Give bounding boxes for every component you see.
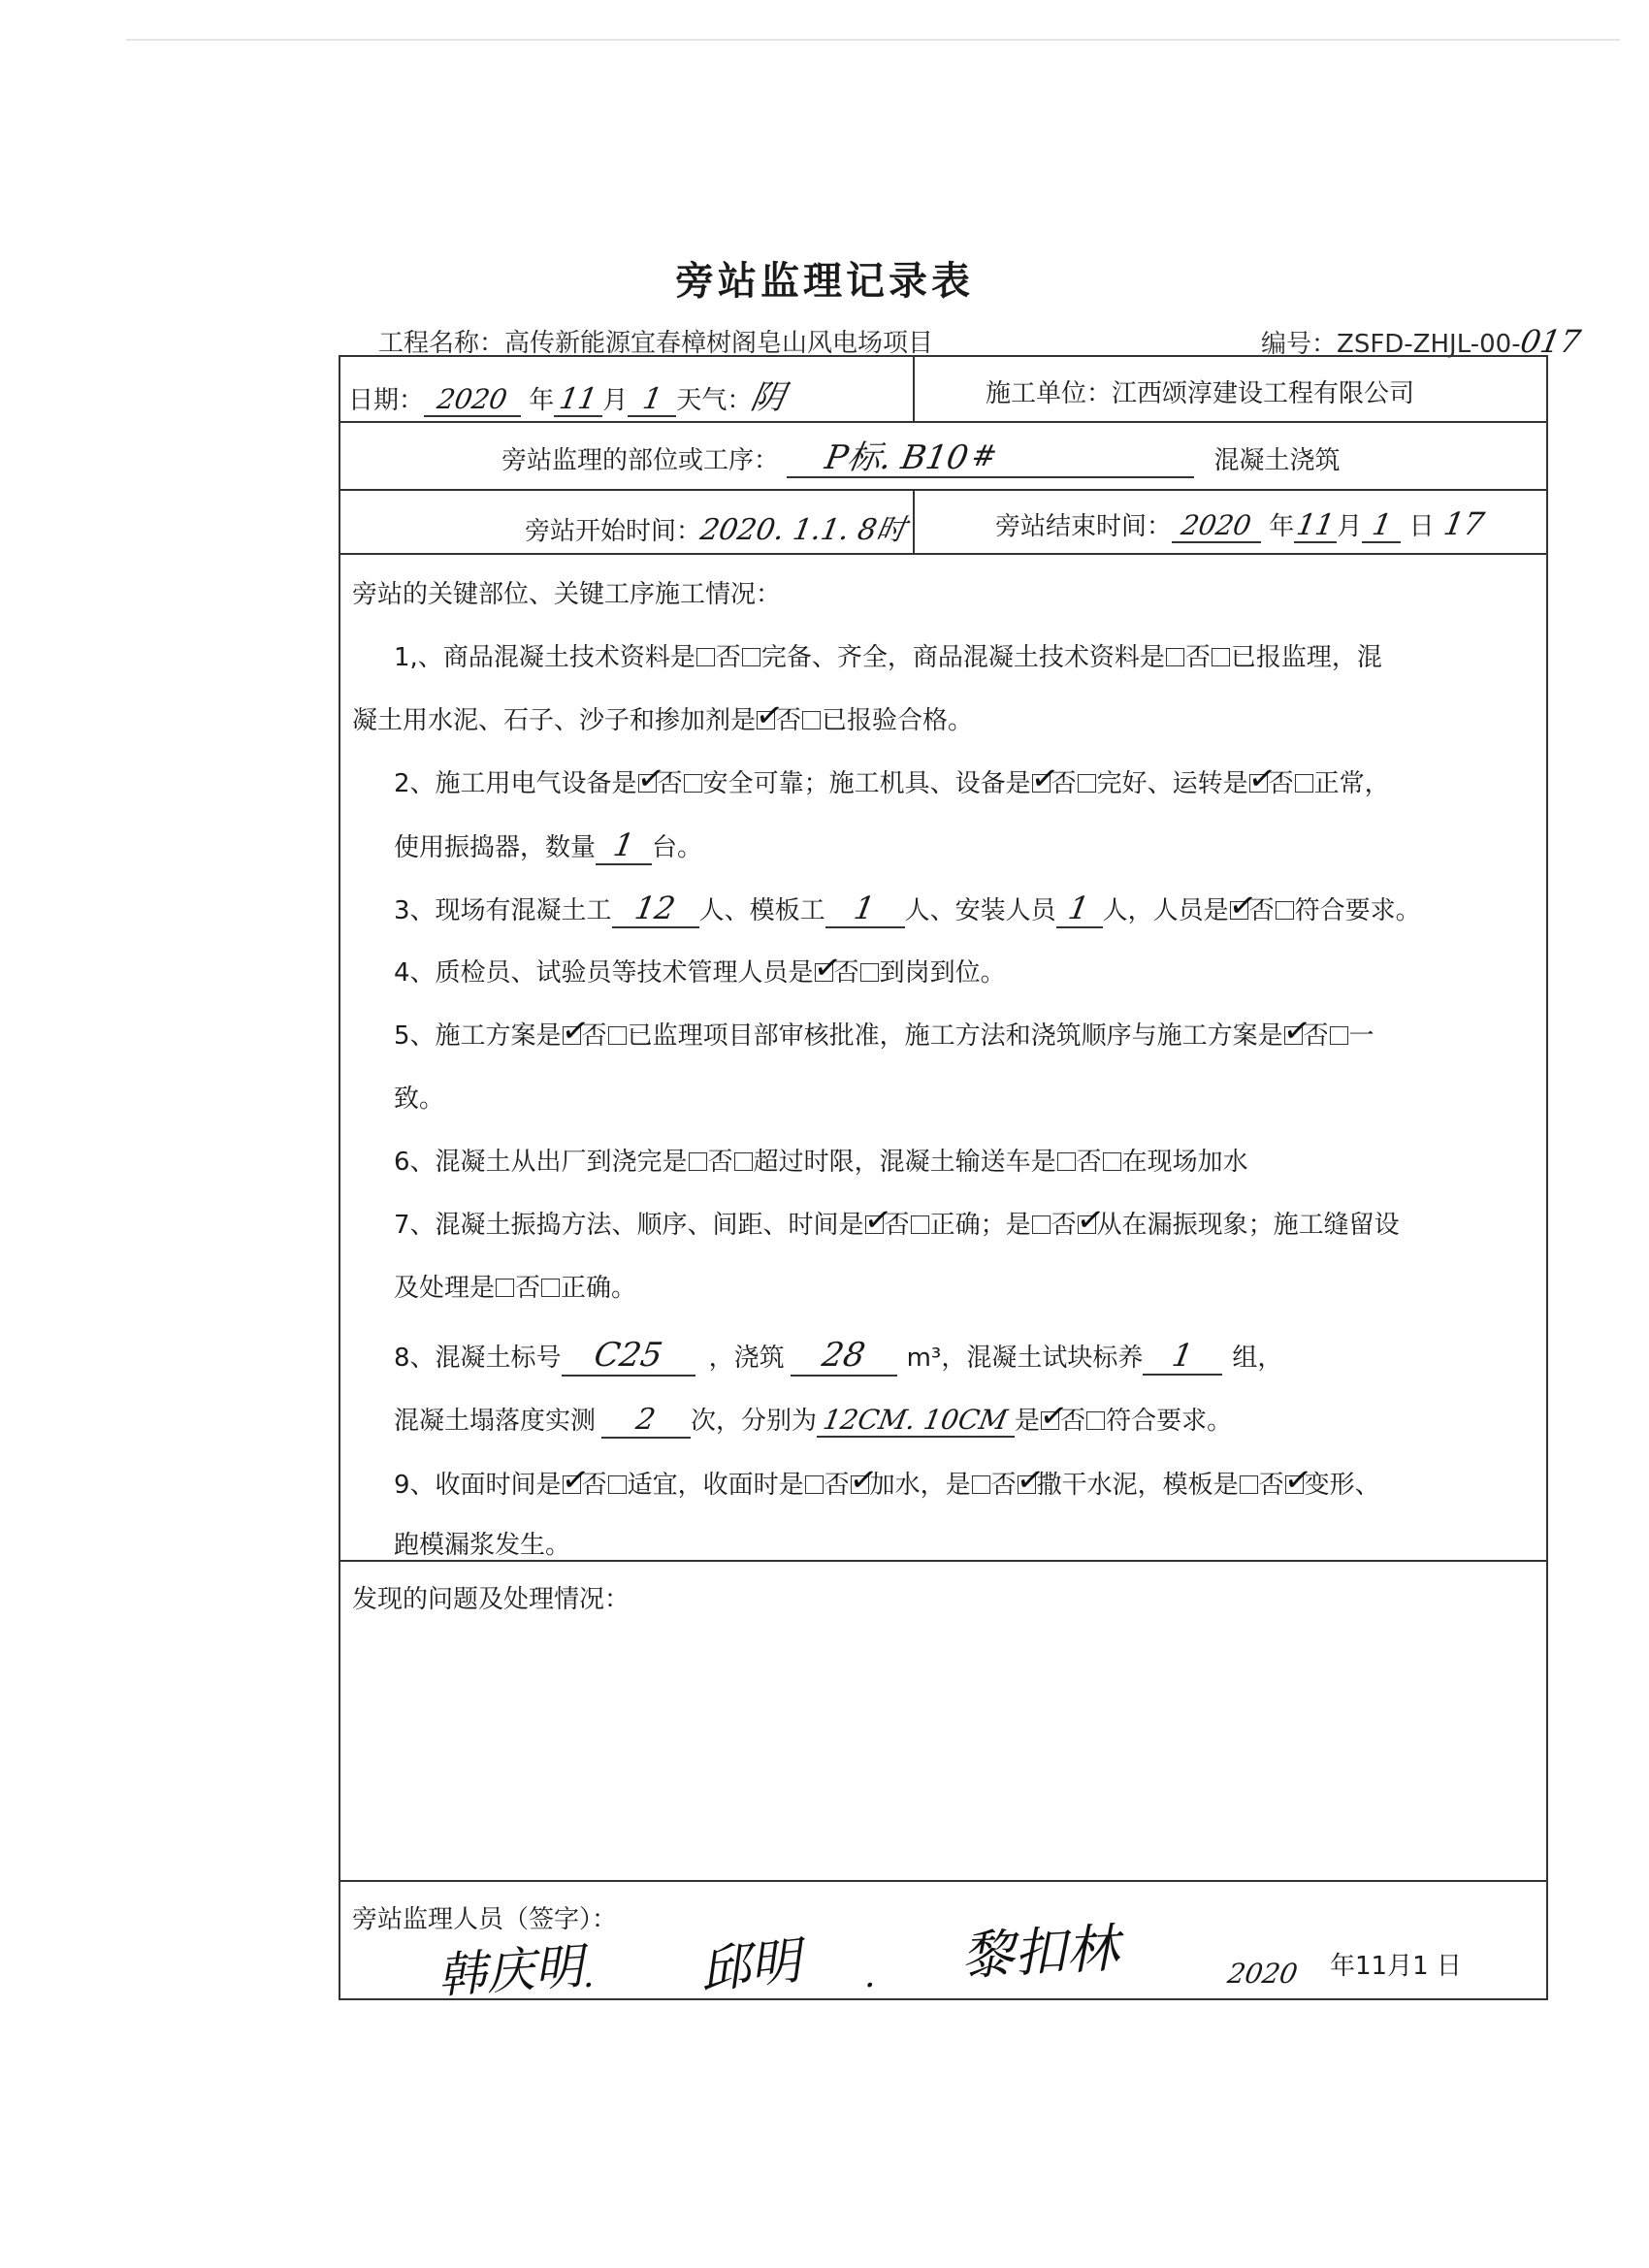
item-6-line <box>394 1142 1248 1178</box>
item-1-line-2 <box>352 700 973 736</box>
item-7-line-1 <box>394 1205 1400 1241</box>
checkbox-yes[interactable] <box>696 648 715 666</box>
item-4-no: 否 <box>833 958 859 988</box>
item-9-num: 9、 <box>394 1471 436 1500</box>
item-7-text-b: 正确；是 <box>929 1211 1031 1240</box>
checkbox-no[interactable] <box>1078 774 1096 793</box>
item-8-text-c: m³，混凝土试块标养 <box>906 1344 1144 1373</box>
item-3-line <box>394 890 1421 928</box>
item-4-num: 4、 <box>394 958 436 988</box>
slump-test-times: 2 <box>633 1403 659 1437</box>
test-block-groups: 1 <box>1169 1337 1196 1374</box>
item-2-text-b: 安全可靠；施工机具、设备是 <box>702 769 1031 798</box>
item-3-text-a: 现场有混凝土工 <box>435 896 612 925</box>
item-1-no-c: 否 <box>776 706 802 735</box>
checkbox-yes[interactable] <box>1166 648 1184 666</box>
pour-volume: 28 <box>819 1336 868 1375</box>
item-8-text-g: 是 <box>1015 1407 1041 1436</box>
situation-heading: 旁站的关键部位、关键工序施工情况： <box>352 580 782 609</box>
item-6-text-c: 在现场加水 <box>1121 1148 1248 1177</box>
item-7-no-a: 否 <box>884 1211 910 1240</box>
item-3-text-d: 人，人员是 <box>1102 896 1229 925</box>
checkbox-yes-checked[interactable] <box>1041 1411 1059 1430</box>
item-8-num: 8、 <box>394 1344 436 1373</box>
item-3-text-c: 人、安装人员 <box>904 896 1056 925</box>
checkbox-yes-checked[interactable] <box>638 774 657 793</box>
end-day: 1 <box>1369 508 1394 542</box>
item-2-no-a: 否 <box>657 769 683 798</box>
checkbox-no[interactable] <box>1295 774 1313 793</box>
date-month: 11 <box>557 382 600 416</box>
checkbox-yes[interactable] <box>805 1475 824 1494</box>
date-year: 2020 <box>435 383 510 415</box>
part-value: P标. B10 <box>822 438 972 477</box>
item-6-no-b: 否 <box>1076 1148 1102 1177</box>
item-1-text-d: 凝土用水泥、石子、沙子和掺加剂是 <box>352 706 757 735</box>
row-time <box>340 491 1546 555</box>
end-month: 11 <box>1294 508 1338 542</box>
record-form <box>339 355 1548 2005</box>
signature-date: 年11月1 日 <box>1330 1952 1462 1981</box>
checkbox-yes[interactable] <box>972 1475 990 1494</box>
project-label: 工程名称： <box>378 329 505 358</box>
checkbox-no[interactable] <box>1103 1152 1121 1171</box>
row-date <box>340 357 1546 423</box>
end-cell <box>995 505 1487 543</box>
item-9-text-b: 适宜，收面时是 <box>627 1471 804 1500</box>
item-2-no-b: 否 <box>1051 769 1077 798</box>
date-label: 日期： <box>348 386 425 415</box>
end-year: 2020 <box>1179 509 1254 541</box>
problems-heading: 发现的问题及处理情况： <box>352 1585 630 1614</box>
item-5-no-b: 否 <box>1303 1021 1329 1051</box>
item-4-line <box>394 953 1006 988</box>
part-suffix: 混凝土浇筑 <box>1213 446 1341 475</box>
contractor-cell <box>986 373 1414 409</box>
item-2-text-e: 使用振捣器，数量 <box>394 833 597 862</box>
item-9-no-a: 否 <box>581 1471 607 1500</box>
concrete-grade: C25 <box>591 1336 665 1375</box>
checkbox-no-checked[interactable] <box>1078 1215 1096 1234</box>
start-value: 2020. 1.1. 8时 <box>697 513 909 547</box>
item-9-no-b: 否 <box>824 1471 850 1500</box>
concrete-workers: 12 <box>631 890 679 926</box>
item-3-num: 3、 <box>394 896 436 925</box>
item-6-num: 6、 <box>394 1148 436 1177</box>
item-5-text-c: 一 <box>1348 1021 1374 1051</box>
signature-year: 2020 <box>1225 1958 1301 1990</box>
row-time-divider <box>913 491 915 553</box>
item-8-text-f: 次，分别为 <box>691 1407 818 1436</box>
signature-separator-1: . <box>583 1956 595 1995</box>
item-3-no: 否 <box>1248 896 1275 925</box>
year-unit: 年 <box>529 386 555 415</box>
part-cell <box>501 440 1341 478</box>
signature-separator-2: . <box>864 1956 876 1995</box>
section-problems <box>340 1562 1546 1882</box>
item-1-text-e: 已报验合格。 <box>822 706 974 735</box>
item-6-no-a: 否 <box>707 1148 733 1177</box>
checkbox-no[interactable] <box>734 1152 753 1171</box>
item-9-line-2 <box>394 1525 570 1561</box>
checkbox-yes[interactable] <box>496 1279 514 1297</box>
checkbox-yes-checked[interactable] <box>1284 1026 1303 1045</box>
checkbox-no[interactable] <box>1330 1026 1348 1045</box>
item-4-text-a: 质检员、试验员等技术管理人员是 <box>435 958 814 988</box>
item-7-num: 7、 <box>394 1211 436 1240</box>
row-date-divider <box>913 357 915 421</box>
end-month-unit: 月 <box>1337 512 1363 541</box>
date-day: 1 <box>639 382 664 416</box>
section-signatures <box>340 1882 1546 2005</box>
item-2-line-2 <box>394 826 702 865</box>
checkbox-yes-checked[interactable] <box>757 711 775 729</box>
checkbox-yes-checked[interactable] <box>563 1475 581 1494</box>
item-2-text-a: 施工用电气设备是 <box>435 769 637 798</box>
item-9-text-c: 加水，是 <box>869 1471 971 1500</box>
item-7-no-c: 否 <box>515 1274 541 1303</box>
weather-label: 天气： <box>676 386 753 415</box>
checkbox-no[interactable] <box>802 711 821 729</box>
item-1-no-a: 否 <box>715 643 741 672</box>
scan-edge <box>126 39 1620 41</box>
item-3-text-b: 人、模板工 <box>698 896 825 925</box>
checkbox-no[interactable] <box>608 1026 627 1045</box>
checkbox-no[interactable] <box>742 648 760 666</box>
formwork-workers: 1 <box>852 890 879 926</box>
signature-3: 黎扣林 <box>959 1917 1120 1988</box>
item-1-text-a: 商品混凝土技术资料是 <box>442 643 695 672</box>
item-9-text-d: 撒干水泥，模板是 <box>1036 1471 1239 1500</box>
part-label: 旁站监理的部位或工序： <box>501 446 780 475</box>
item-8-line-1 <box>394 1336 1282 1377</box>
slump-values: 12CM. 10CM <box>821 1404 1011 1436</box>
checkbox-yes-checked[interactable] <box>1230 901 1248 920</box>
code-label: 编号： <box>1261 330 1338 359</box>
item-2-line-1 <box>394 763 1390 799</box>
item-5-line-2 <box>394 1079 444 1115</box>
item-6-text-a: 混凝土从出厂到浇完是 <box>435 1148 688 1177</box>
item-7-text-a: 混凝土振捣方法、顺序、间距、时间是 <box>435 1211 864 1240</box>
checkbox-yes[interactable] <box>1057 1152 1076 1171</box>
item-5-no-a: 否 <box>581 1021 607 1051</box>
item-7-no-b: 否 <box>1051 1211 1077 1240</box>
form-title: 旁站监理记录表 <box>675 258 974 304</box>
month-unit: 月 <box>602 386 629 415</box>
item-6-text-b: 超过时限，混凝土输送车是 <box>753 1148 1056 1177</box>
checkbox-no[interactable] <box>1086 1411 1105 1430</box>
item-5-text-d: 致。 <box>394 1085 445 1114</box>
item-1-no-b: 否 <box>1184 643 1211 672</box>
code-handwritten: 017 <box>1517 323 1584 360</box>
checkbox-no[interactable] <box>684 774 702 793</box>
item-1-num: 1,、 <box>394 643 443 672</box>
checkbox-no[interactable] <box>541 1279 560 1297</box>
item-3-text-e: 符合要求。 <box>1294 896 1421 925</box>
weather-value: 阴 <box>748 378 789 417</box>
contractor-label: 施工单位： <box>986 379 1113 408</box>
item-2-text-c: 完好、运转是 <box>1096 769 1248 798</box>
end-day-unit: 日 <box>1408 512 1435 541</box>
signature-1: 韩庆明 <box>436 1937 586 2005</box>
checkbox-no[interactable] <box>1212 648 1230 666</box>
checkbox-no-checked[interactable] <box>851 1475 869 1494</box>
item-5-line-1 <box>394 1016 1374 1052</box>
end-year-unit: 年 <box>1269 512 1295 541</box>
start-label: 旁站开始时间： <box>525 517 702 546</box>
signature-heading: 旁站监理人员（签字）： <box>352 1905 618 1934</box>
item-8-text-e: 混凝土塌落度实测 <box>394 1407 597 1436</box>
item-7-text-d: 及处理是 <box>394 1274 496 1303</box>
item-8-text-a: 混凝土标号 <box>435 1344 562 1373</box>
checkbox-no[interactable] <box>911 1215 929 1234</box>
row-part <box>340 423 1546 491</box>
item-7-line-2 <box>394 1268 636 1304</box>
part-mark: # <box>968 439 1000 473</box>
section-situation <box>340 555 1546 1562</box>
code-printed: ZSFD-ZHJL-00- <box>1337 330 1521 359</box>
item-7-text-e: 正确。 <box>561 1274 637 1303</box>
item-2-text-d: 正常， <box>1313 769 1390 798</box>
end-label: 旁站结束时间： <box>995 512 1173 541</box>
end-hour: 17 <box>1440 505 1487 542</box>
item-9-text-f: 跑模漏浆发生。 <box>394 1531 571 1560</box>
checkbox-yes-checked[interactable] <box>1032 774 1051 793</box>
item-8-no: 否 <box>1060 1407 1086 1436</box>
item-2-text-f: 台。 <box>652 833 703 862</box>
checkbox-yes-checked[interactable] <box>815 963 833 982</box>
item-9-text-e: 变形、 <box>1304 1471 1380 1500</box>
item-2-no-c: 否 <box>1268 769 1294 798</box>
item-1-text-b: 完备、齐全，商品混凝土技术资料是 <box>760 643 1165 672</box>
checkbox-yes[interactable] <box>1032 1215 1051 1234</box>
item-2-num: 2、 <box>394 769 436 798</box>
item-8-text-h: 符合要求。 <box>1106 1407 1233 1436</box>
date-cell <box>348 371 789 418</box>
checkbox-no[interactable] <box>860 963 879 982</box>
checkbox-no[interactable] <box>608 1475 627 1494</box>
item-9-text-a: 收面时间是 <box>435 1471 562 1500</box>
item-5-text-a: 施工方案是 <box>435 1021 562 1051</box>
item-8-text-b: ，浇筑 <box>708 1344 785 1373</box>
item-9-line-1 <box>394 1465 1380 1501</box>
contractor-name: 江西颂淳建设工程有限公司 <box>1112 379 1415 408</box>
item-5-text-b: 已监理项目部审核批准，施工方法和浇筑顺序与施工方案是 <box>627 1021 1283 1051</box>
signature-2: 邱明 <box>696 1931 804 2001</box>
checkbox-no[interactable] <box>1276 901 1294 920</box>
checkbox-no-checked[interactable] <box>1018 1475 1036 1494</box>
item-8-text-d: 组， <box>1232 1344 1283 1373</box>
checkbox-yes[interactable] <box>689 1152 707 1171</box>
item-4-text-b: 到岗到位。 <box>879 958 1006 988</box>
checkbox-no-checked[interactable] <box>1285 1475 1304 1494</box>
checkbox-yes-checked[interactable] <box>1249 774 1268 793</box>
checkbox-yes[interactable] <box>1240 1475 1258 1494</box>
item-9-no-c: 否 <box>990 1471 1017 1500</box>
checkbox-yes-checked[interactable] <box>865 1215 884 1234</box>
project-line <box>378 323 933 359</box>
item-1-text-c: 已报监理，混 <box>1230 643 1382 672</box>
start-cell <box>525 505 909 548</box>
item-7-text-c: 从在漏振现象；施工缝留设 <box>1096 1211 1400 1240</box>
item-5-num: 5、 <box>394 1021 436 1051</box>
item-1-line-1 <box>394 637 1382 673</box>
install-workers: 1 <box>1066 890 1093 926</box>
item-9-no-d: 否 <box>1258 1471 1284 1500</box>
vibrator-count: 1 <box>610 826 637 863</box>
project-name: 高传新能源宜春樟树阁皂山风电场项目 <box>504 329 934 358</box>
item-8-line-2 <box>394 1401 1232 1439</box>
checkbox-yes-checked[interactable] <box>563 1026 581 1045</box>
